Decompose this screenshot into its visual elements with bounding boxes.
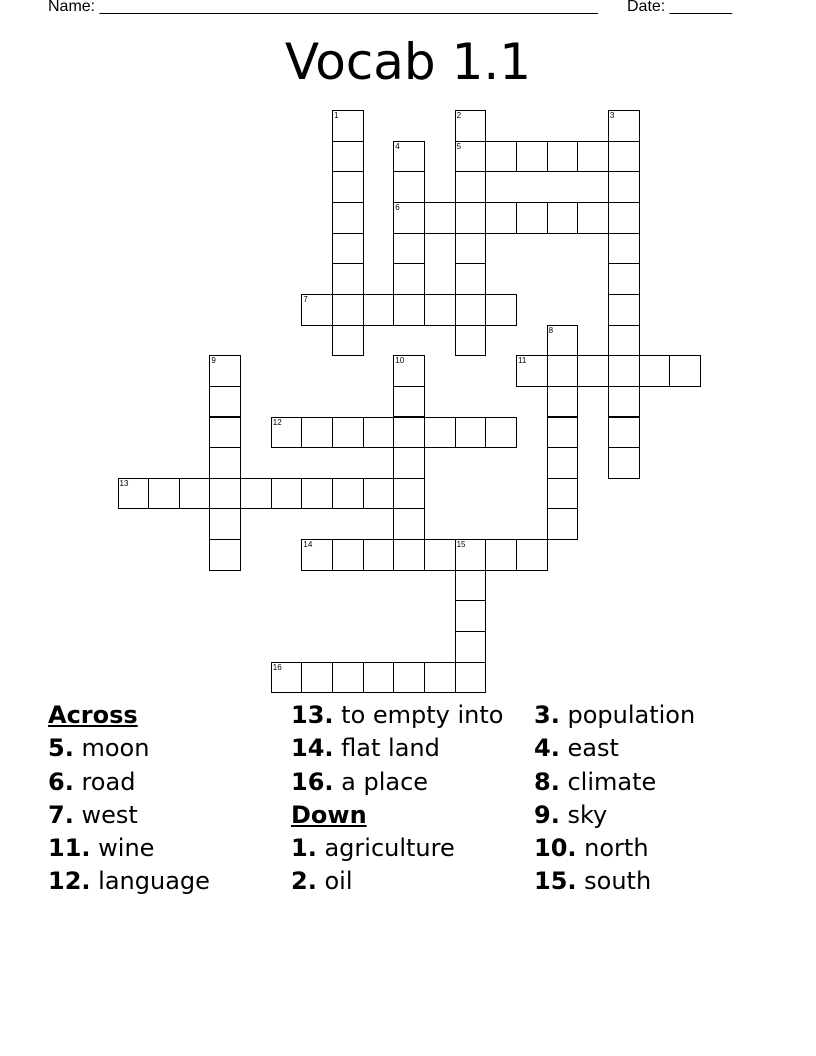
grid-cell[interactable] — [608, 355, 640, 387]
clue-down-8 — [534, 768, 774, 796]
clue-text: to empty into — [341, 701, 504, 729]
grid-cell[interactable] — [393, 141, 425, 173]
grid-cell[interactable] — [547, 325, 579, 357]
grid-cell[interactable] — [301, 539, 333, 571]
grid-cell[interactable] — [393, 202, 425, 234]
grid-cell[interactable] — [393, 417, 425, 449]
down-heading: Down — [291, 800, 367, 829]
clue-text: agriculture — [324, 834, 455, 863]
clue-number: 1. — [291, 834, 317, 863]
clue-across-12 — [48, 867, 288, 895]
grid-cell[interactable] — [608, 233, 640, 265]
grid-cell[interactable] — [547, 202, 579, 234]
cell-number: 16 — [272, 662, 282, 672]
grid-cell[interactable] — [455, 110, 487, 142]
grid-cell[interactable] — [424, 202, 456, 234]
grid-cell[interactable] — [485, 294, 517, 326]
grid-cell[interactable] — [608, 417, 640, 449]
clues-column-1 — [48, 701, 288, 901]
grid-cell[interactable] — [332, 325, 364, 357]
grid-cell[interactable] — [301, 417, 333, 449]
grid-cell[interactable] — [209, 417, 241, 449]
grid-cell[interactable] — [455, 662, 487, 694]
clue-text: west — [81, 800, 138, 829]
grid-cell[interactable] — [332, 141, 364, 173]
grid-cell[interactable] — [577, 355, 609, 387]
grid-cell[interactable] — [393, 539, 425, 571]
clue-down-3 — [534, 701, 774, 729]
clue-number: 14. — [291, 734, 334, 763]
grid-cell[interactable] — [608, 447, 640, 479]
cell-number: 6 — [395, 202, 400, 212]
grid-cell[interactable] — [455, 600, 487, 632]
grid-cell[interactable] — [179, 478, 211, 510]
clue-down-4 — [534, 734, 774, 762]
clue-text: population — [567, 701, 696, 729]
clue-text: east — [567, 734, 619, 763]
grid-cell[interactable] — [148, 478, 180, 510]
clue-across-6 — [48, 768, 288, 796]
grid-cell[interactable] — [301, 662, 333, 694]
grid-cell[interactable] — [363, 294, 395, 326]
grid-cell[interactable] — [363, 417, 395, 449]
cell-number: 7 — [303, 294, 308, 304]
grid-cell[interactable] — [393, 171, 425, 203]
grid-cell[interactable] — [608, 294, 640, 326]
grid-cell[interactable] — [485, 539, 517, 571]
clue-text: a place — [341, 767, 429, 796]
cell-number: 1 — [334, 111, 339, 120]
clue-across-14 — [291, 734, 511, 762]
date-field-label: Date: _______ — [627, 0, 732, 15]
clue-number: 16. — [291, 767, 334, 796]
clue-down-2 — [291, 867, 511, 895]
cell-number: 15 — [456, 540, 466, 550]
grid-cell[interactable] — [547, 447, 579, 479]
clue-text: sky — [567, 800, 608, 829]
grid-cell[interactable] — [547, 355, 579, 387]
grid-cell[interactable] — [608, 141, 640, 173]
grid-cell[interactable] — [516, 202, 548, 234]
grid-cell[interactable] — [271, 417, 303, 449]
grid-cell[interactable] — [424, 417, 456, 449]
grid-cell[interactable] — [301, 294, 333, 326]
clue-across-7 — [48, 801, 288, 829]
grid-cell[interactable] — [332, 478, 364, 510]
grid-cell[interactable] — [455, 263, 487, 295]
cell-number: 2 — [456, 111, 462, 120]
grid-cell[interactable] — [332, 539, 364, 571]
grid-cell[interactable] — [455, 294, 487, 326]
grid-cell[interactable] — [577, 141, 609, 173]
grid-cell[interactable] — [608, 202, 640, 234]
clue-number: 5. — [48, 734, 74, 763]
clue-across-13 — [291, 701, 511, 729]
grid-cell[interactable] — [209, 539, 241, 571]
cell-number: 8 — [548, 325, 554, 335]
grid-cell[interactable] — [271, 662, 303, 694]
grid-cell[interactable] — [455, 202, 487, 234]
grid-cell[interactable] — [332, 417, 364, 449]
grid-cell[interactable] — [118, 478, 150, 510]
grid-cell[interactable] — [363, 662, 395, 694]
grid-cell[interactable] — [424, 294, 456, 326]
grid-cell[interactable] — [485, 202, 517, 234]
grid-cell[interactable] — [608, 110, 640, 142]
grid-cell[interactable] — [639, 355, 671, 387]
grid-cell[interactable] — [393, 386, 425, 418]
clue-number: 15. — [534, 867, 577, 896]
grid-cell[interactable] — [424, 662, 456, 694]
clue-down-15 — [534, 867, 774, 895]
clue-number: 3. — [534, 701, 560, 729]
grid-cell[interactable] — [363, 478, 395, 510]
grid-cell[interactable] — [393, 263, 425, 295]
cell-number: 14 — [303, 540, 313, 550]
grid-cell[interactable] — [209, 447, 241, 479]
grid-cell[interactable] — [455, 631, 487, 663]
grid-cell[interactable] — [424, 539, 456, 571]
clue-text: flat land — [341, 734, 440, 763]
clue-number: 10. — [534, 834, 577, 863]
cell-number: 12 — [272, 417, 282, 427]
grid-cell[interactable] — [485, 417, 517, 449]
grid-cell[interactable] — [271, 478, 303, 510]
grid-cell[interactable] — [608, 325, 640, 357]
grid-cell[interactable] — [332, 662, 364, 694]
clues-column-3 — [534, 701, 774, 901]
grid-cell[interactable] — [301, 478, 333, 510]
clue-across-5 — [48, 734, 288, 762]
clue-text: moon — [81, 734, 150, 763]
grid-cell[interactable] — [393, 447, 425, 479]
clue-number: 4. — [534, 734, 560, 763]
grid-cell[interactable] — [332, 294, 364, 326]
clue-number: 8. — [534, 767, 560, 796]
grid-cell[interactable] — [209, 386, 241, 418]
page-title: Vocab 1.1 — [284, 33, 532, 91]
grid-cell[interactable] — [455, 417, 487, 449]
grid-cell[interactable] — [455, 171, 487, 203]
clue-number: 11. — [48, 834, 91, 863]
grid-cell[interactable] — [547, 141, 579, 173]
cell-number: 11 — [518, 356, 527, 366]
grid-cell[interactable] — [240, 478, 272, 510]
clue-text: north — [584, 834, 649, 863]
clue-across-16 — [291, 768, 511, 796]
clue-text: language — [98, 867, 210, 896]
grid-cell[interactable] — [516, 539, 548, 571]
clue-down-9 — [534, 801, 774, 829]
grid-cell[interactable] — [485, 141, 517, 173]
cell-number: 13 — [119, 478, 129, 488]
grid-cell[interactable] — [455, 141, 487, 173]
clue-across-11 — [48, 834, 288, 862]
clue-number: 13. — [291, 701, 334, 729]
cell-number: 4 — [395, 141, 400, 151]
grid-cell[interactable] — [455, 539, 487, 571]
grid-cell[interactable] — [209, 478, 241, 510]
grid-cell[interactable] — [608, 171, 640, 203]
cell-number: 9 — [211, 356, 216, 366]
grid-cell[interactable] — [332, 233, 364, 265]
grid-cell[interactable] — [669, 355, 701, 387]
grid-cell[interactable] — [455, 570, 487, 602]
grid-cell[interactable] — [393, 508, 425, 540]
grid-cell[interactable] — [393, 478, 425, 510]
clue-number: 2. — [291, 867, 317, 896]
grid-cell[interactable] — [393, 294, 425, 326]
cell-number: 5 — [456, 141, 462, 151]
grid-cell[interactable] — [547, 417, 579, 449]
grid-cell[interactable] — [547, 478, 579, 510]
grid-cell[interactable] — [547, 386, 579, 418]
grid-cell[interactable] — [516, 355, 548, 387]
clue-number: 7. — [48, 800, 74, 829]
grid-cell[interactable] — [547, 508, 579, 540]
clue-text: road — [81, 767, 136, 796]
grid-cell[interactable] — [608, 386, 640, 418]
grid-cell[interactable] — [393, 355, 425, 387]
grid-cell[interactable] — [516, 141, 548, 173]
grid-cell[interactable] — [332, 110, 364, 142]
grid-cell[interactable] — [393, 662, 425, 694]
clue-text: climate — [567, 767, 657, 796]
clue-text: south — [584, 867, 652, 896]
clue-down-10 — [534, 834, 774, 862]
grid-cell[interactable] — [577, 202, 609, 234]
clue-text: oil — [324, 867, 353, 896]
clues-column-2 — [291, 701, 511, 901]
name-field-label: Name: ________________________________________________________ — [48, 0, 598, 15]
clue-text: wine — [98, 834, 155, 863]
clue-down-1 — [291, 834, 511, 862]
across-heading: Across — [48, 701, 138, 729]
grid-cell[interactable] — [455, 233, 487, 265]
grid-cell[interactable] — [363, 539, 395, 571]
grid-cell[interactable] — [209, 355, 241, 387]
clue-number: 12. — [48, 867, 91, 896]
cell-number: 10 — [395, 356, 405, 366]
grid-cell[interactable] — [332, 263, 364, 295]
grid-cell[interactable] — [209, 508, 241, 540]
grid-cell[interactable] — [455, 325, 487, 357]
grid-cell[interactable] — [393, 233, 425, 265]
clue-number: 6. — [48, 767, 74, 796]
grid-cell[interactable] — [332, 202, 364, 234]
grid-cell[interactable] — [332, 171, 364, 203]
clue-number: 9. — [534, 800, 560, 829]
cell-number: 3 — [609, 111, 615, 120]
grid-cell[interactable] — [608, 263, 640, 295]
